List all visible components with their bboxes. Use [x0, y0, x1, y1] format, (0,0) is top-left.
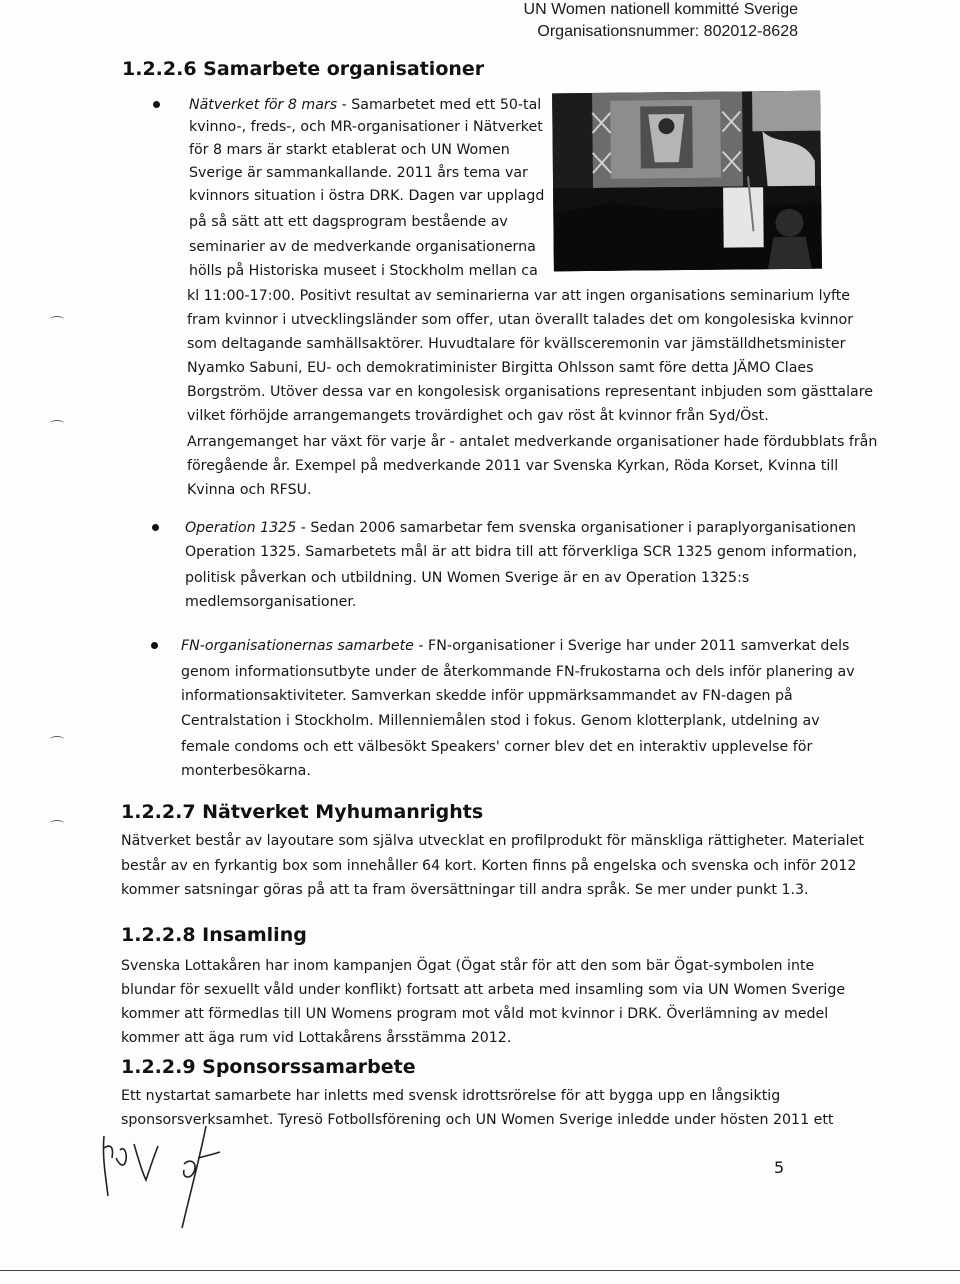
bullet1-line: Borgström. Utöver dessa var en kongolesisk organisations representant inbjuden som gästtalare — [187, 384, 873, 400]
s8-line: kommer att äga rum vid Lottakårens årsstämma 2012. — [121, 1030, 512, 1046]
s8-line: kommer att förmedlas till UN Womens program mot våld mot kvinnor i DRK. Överlämning av medel — [121, 1006, 829, 1022]
bullet-marker — [152, 524, 159, 531]
section-title-samarbete: 1.2.2.6 Samarbete organisationer — [122, 58, 485, 80]
bullet1-line: hölls på Historiska museet i Stockholm mellan ca — [189, 263, 538, 279]
bullet3-line: Centralstation i Stockholm. Millenniemålen stod i fokus. Genom klotterplank, utdelning av — [181, 713, 820, 729]
bullet2-line: Operation 1325. Samarbetets mål är att bidra till att förverkliga SCR 1325 genom information, — [185, 544, 858, 560]
header-org-number: Organisationsnummer: 802012-8628 — [537, 23, 798, 40]
section-title-myhumanrights: 1.2.2.7 Nätverket Myhumanrights — [121, 801, 484, 823]
bullet3-line-0-text: - FN-organisationer i Sverige har under 2011 samverkat dels — [413, 638, 850, 654]
bullet1-line: Kvinna och RFSU. — [187, 482, 312, 498]
s9-line: Ett nystartat samarbete har inletts med svensk idrottsrörelse för att bygga upp en långsiktig — [121, 1088, 781, 1104]
event-photo — [552, 91, 822, 272]
event-photo-image — [552, 91, 822, 272]
s7-line: kommer satsningar göras på att ta fram översättningar till andra språk. Se mer under punkt 1.3. — [121, 882, 809, 898]
s8-line: blundar för sexuellt våld under konflikt) fortsatt att arbeta med insamling som via UN Women Sverige — [121, 982, 846, 998]
bullet1-line-0-text: - Samarbetet med ett 50-tal — [337, 97, 542, 113]
page-bottom-edge — [0, 1270, 960, 1271]
s7-line: Nätverket består av layoutare som själva utvecklat en profilprodukt för mänskliga rättigheter. Materialet — [121, 833, 864, 849]
handwritten-initials-signature — [94, 1118, 254, 1238]
bullet2-line: politisk påverkan och utbildning. UN Women Sverige är en av Operation 1325:s — [185, 570, 750, 586]
s9-line: sponsorsverksamhet. Tyresö Fotbollsförening och UN Women Sverige inledde under hösten 2011 ett — [121, 1112, 834, 1128]
bullet1-line: fram kvinnor i utvecklingsländer som offer, utan överallt talades det om kongolesiska kvinnor — [187, 312, 854, 328]
bullet3-line: monterbesökarna. — [181, 763, 311, 779]
s7-line: består av en fyrkantig box som innehåller 64 kort. Korten finns på engelska och svenska och inför 2012 — [121, 858, 857, 874]
bullet1-line: kvinnors situation i östra DRK. Dagen var upplagd — [189, 188, 545, 204]
bullet1-line: på så sätt att ett dagsprogram bestående av — [189, 214, 508, 230]
bullet1-line: seminarier av de medverkande organisationerna — [189, 239, 536, 255]
bullet2-line: medlemsorganisationer. — [185, 594, 357, 610]
bullet2-line-0-text: - Sedan 2006 samarbetar fem svenska organisationer i paraplyorganisationen — [296, 520, 856, 536]
bullet1-line: Sverige är sammankallande. 2011 års tema var — [189, 165, 528, 181]
margin-tick — [50, 736, 64, 743]
page-number: 5 — [774, 1158, 785, 1177]
margin-tick — [50, 316, 64, 323]
bullet1-lead: Nätverket för 8 mars — [189, 97, 338, 113]
bullet1-line: vilket förhöjde arrangemangets trovärdighet och gav röst åt kvinnor från Syd/Öst. — [187, 408, 769, 424]
bullet3-line-0 — [181, 636, 849, 656]
section-title-sponsorssamarbete: 1.2.2.9 Sponsorssamarbete — [121, 1056, 416, 1078]
bullet-marker — [151, 642, 158, 649]
bullet1-line: för 8 mars är starkt etablerat och UN Women — [189, 142, 510, 158]
section-title-insamling: 1.2.2.8 Insamling — [121, 924, 307, 946]
s8-line: Svenska Lottakåren har inom kampanjen Ögat (Ögat står för att den som bär Ögat-symbolen inte — [121, 958, 815, 974]
margin-tick — [50, 820, 64, 827]
bullet1-line: Nyamko Sabuni, EU- och demokratiminister Birgitta Ohlsson samt före detta JÄMO Claes — [187, 360, 814, 376]
bullet3-line: informationsaktiviteter. Samverkan skedde inför uppmärksammandet av FN-dagen på — [181, 688, 793, 704]
bullet1-line: kl 11:00-17:00. Positivt resultat av seminarierna var att ingen organisations seminarium lyfte — [187, 288, 851, 304]
bullet1-line: kvinno-, freds-, och MR-organisationer i Nätverket — [189, 119, 543, 135]
bullet-marker — [153, 101, 160, 108]
bullet1-line: Arrangemanget har växt för varje år - antalet medverkande organisationer hade fördubblats från — [187, 434, 878, 450]
bullet3-lead: FN-organisationernas samarbete — [181, 638, 414, 654]
bullet2-lead: Operation 1325 — [185, 520, 297, 536]
header-org-name: UN Women nationell kommitté Sverige — [523, 1, 798, 18]
bullet2-line-0 — [185, 518, 856, 538]
bullet3-line: female condoms och ett välbesökt Speakers' corner blev det en interaktiv upplevelse för — [181, 739, 813, 755]
bullet1-line-0 — [189, 95, 541, 115]
bullet1-line: föregående år. Exempel på medverkande 2011 var Svenska Kyrkan, Röda Korset, Kvinna till — [187, 458, 839, 474]
bullet3-line: genom informationsutbyte under de återkommande FN-frukostarna och dels inför planering av — [181, 664, 855, 680]
bullet1-line: som deltagande samhällsaktörer. Huvudtalare för kvällsceremonin var jämställdhetsminister — [187, 336, 846, 352]
margin-tick — [50, 420, 64, 427]
